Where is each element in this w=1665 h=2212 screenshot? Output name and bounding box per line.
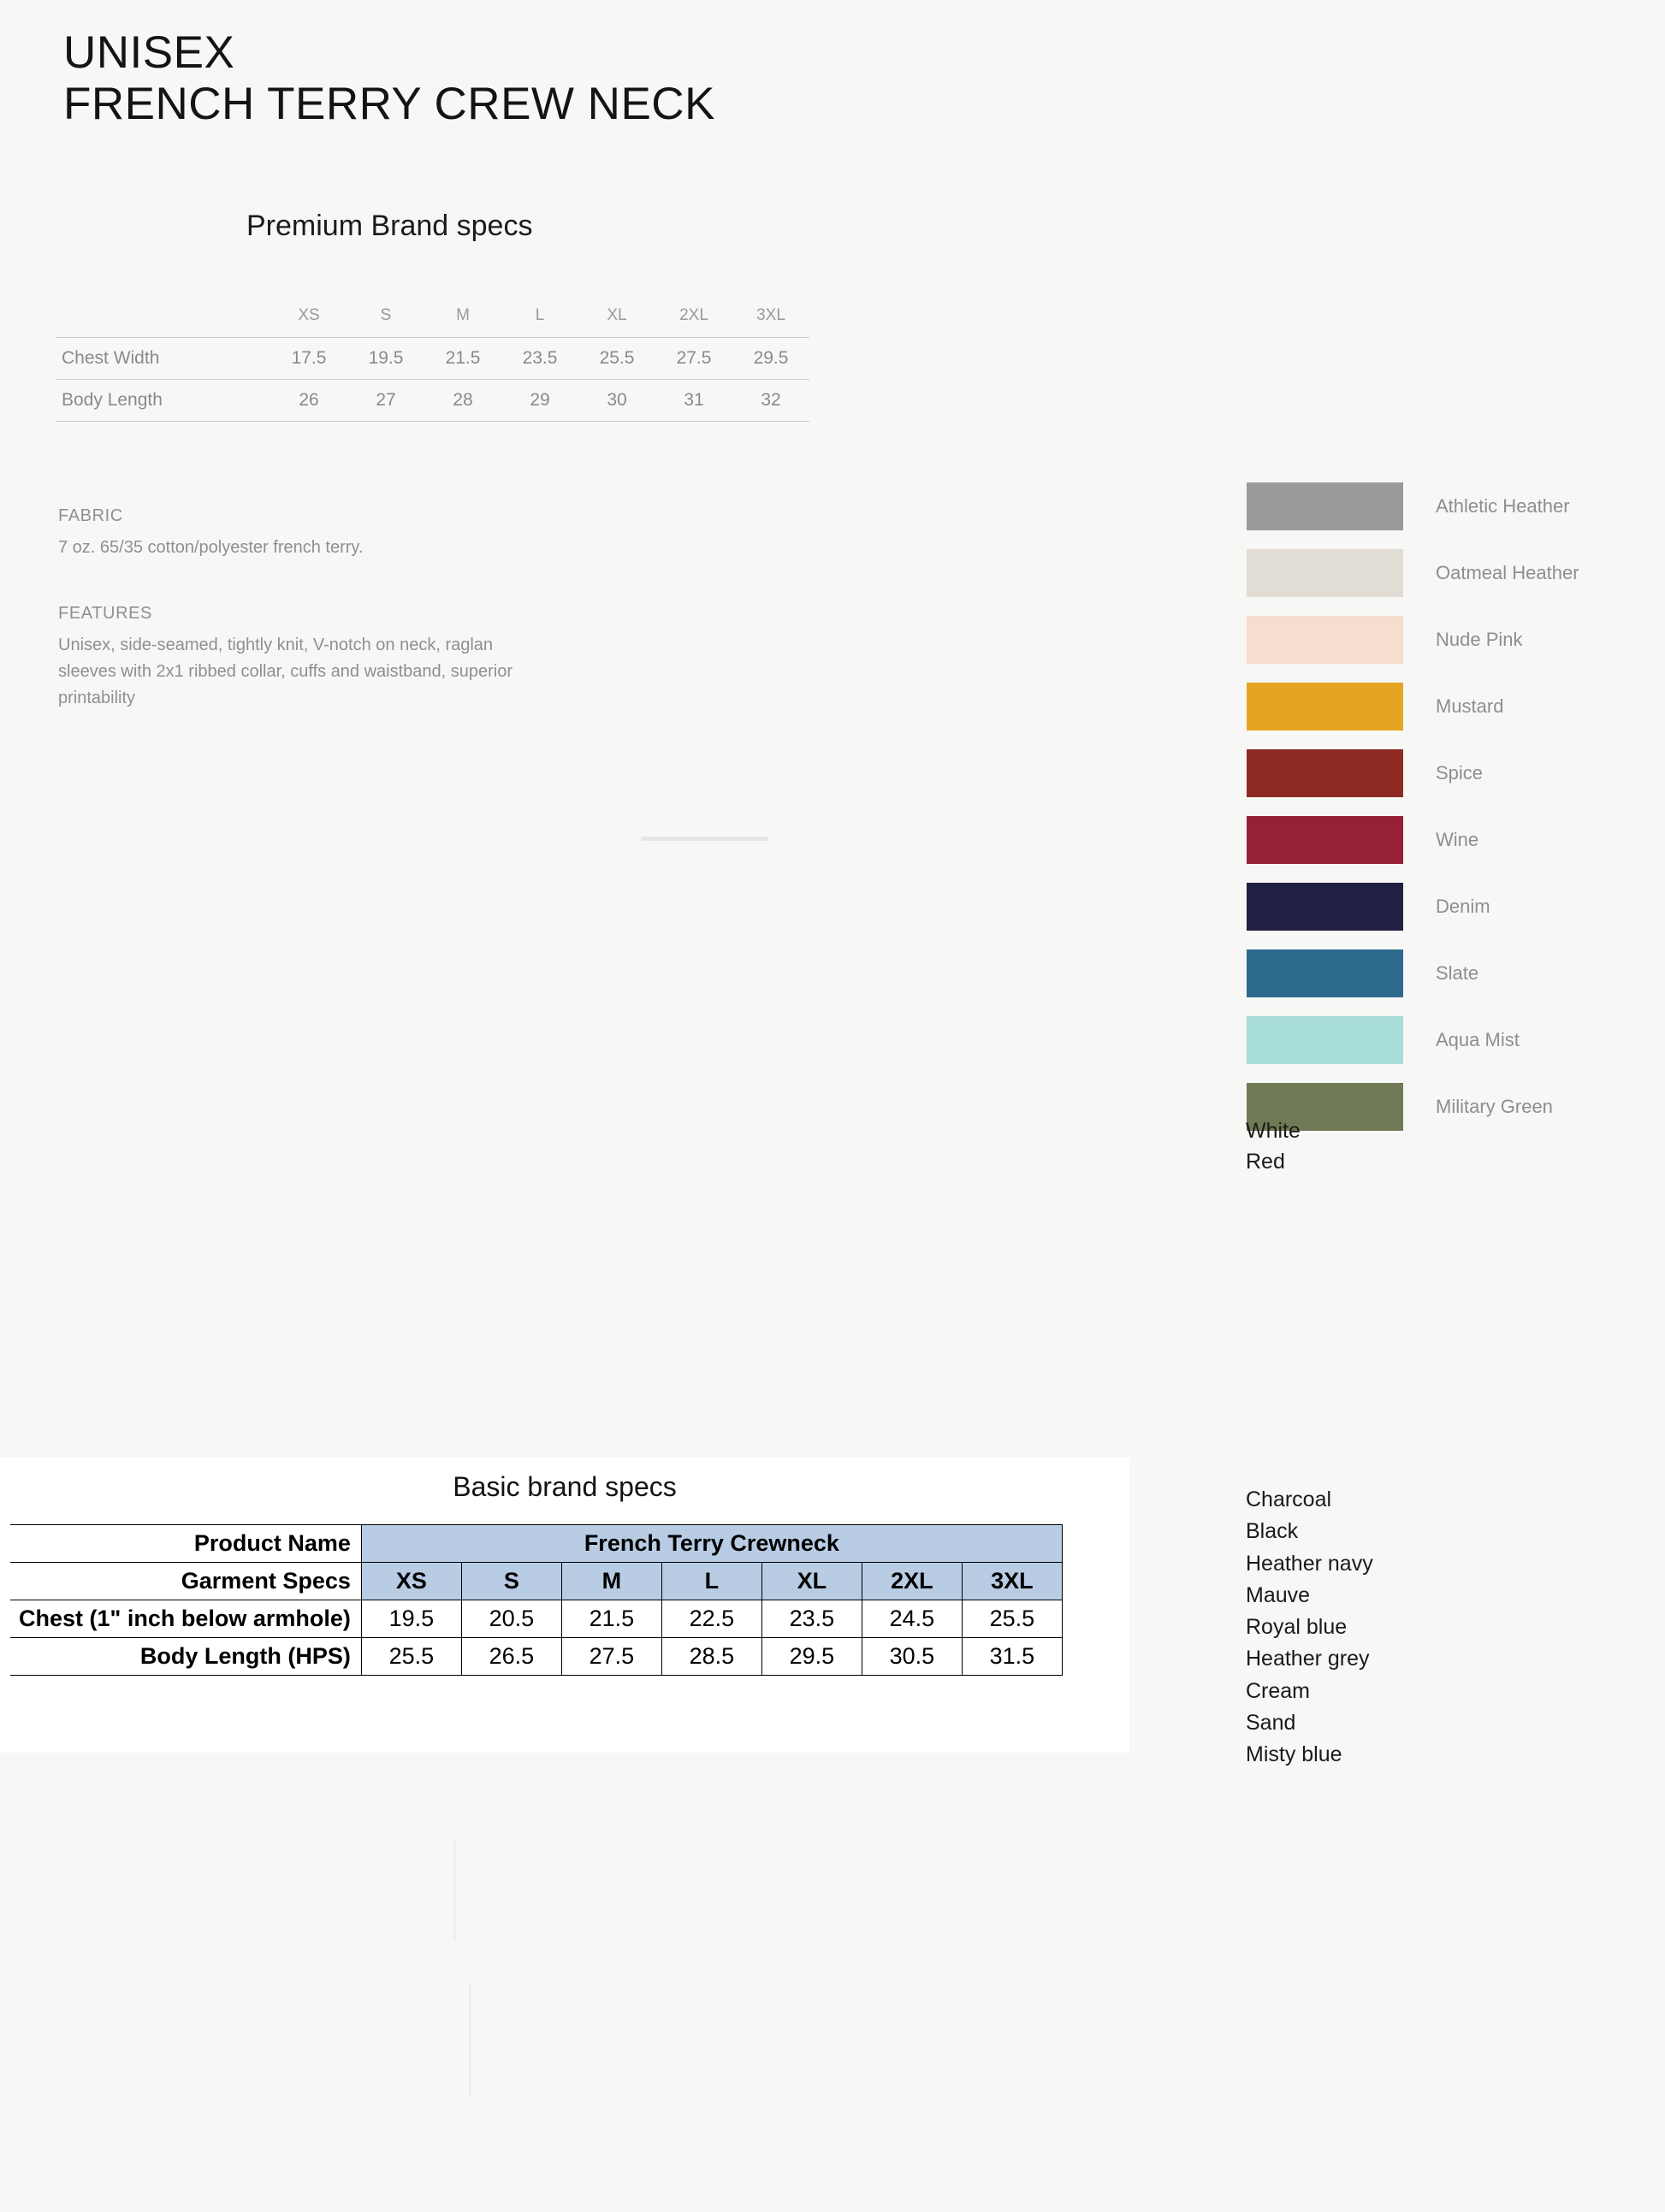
- premium-col-l: L: [535, 306, 545, 324]
- basic-specs-panel: [0, 1458, 1129, 1753]
- basic-chest-3xl: 25.5: [962, 1600, 1062, 1638]
- premium-chest-m: 21.5: [445, 348, 481, 368]
- swatch-chip-oatmeal-heather: [1247, 549, 1403, 597]
- swatch-label: Mustard: [1436, 695, 1504, 717]
- basic-garment-specs-label: Garment Specs: [10, 1563, 361, 1600]
- fabric-block: [58, 503, 606, 561]
- page-title-line-2: FRENCH TERRY CREW NECK: [63, 79, 715, 130]
- basic-product-name-value: French Terry Crewneck: [361, 1525, 1062, 1563]
- premium-row-label-chest: Chest Width: [62, 348, 160, 368]
- basic-length-s: 26.5: [461, 1638, 561, 1676]
- list-item: Cream: [1246, 1678, 1311, 1703]
- basic-specs-heading: Basic brand specs: [453, 1471, 677, 1502]
- basic-length-xl: 29.5: [761, 1638, 862, 1676]
- table-row: [10, 1525, 1062, 1563]
- premium-length-3xl: 32: [761, 390, 781, 410]
- table-row: [56, 338, 809, 380]
- list-item: White: [1246, 1119, 1301, 1143]
- fabric-text: 7 oz. 65/35 cotton/polyester french terry.: [58, 538, 364, 557]
- list-item: [1247, 673, 1579, 740]
- basic-size-xl: XL: [761, 1563, 862, 1600]
- list-item: Red: [1246, 1149, 1285, 1174]
- swatch-label: Wine: [1436, 829, 1479, 850]
- basic-chest-xl: 23.5: [761, 1600, 862, 1638]
- basic-row-label-chest: Chest (1" inch below armhole): [10, 1600, 361, 1638]
- page-title-line-1: UNISEX: [63, 27, 235, 78]
- list-item: [1247, 740, 1579, 807]
- premium-col-xs: XS: [298, 306, 320, 324]
- premium-col-m: M: [456, 306, 470, 324]
- premium-length-s: 27: [376, 390, 396, 410]
- list-item: [1247, 1007, 1579, 1073]
- swatch-chip-aqua-mist: [1247, 1016, 1403, 1064]
- list-item: Misty blue: [1246, 1742, 1342, 1766]
- color-swatch-list: [1247, 473, 1579, 1140]
- swatch-chip-wine: [1247, 816, 1403, 864]
- basic-specs-table: [10, 1524, 1063, 1676]
- premium-specs-heading: Premium Brand specs: [246, 210, 533, 242]
- premium-chest-xs: 17.5: [291, 348, 327, 368]
- list-item: [1247, 940, 1579, 1007]
- basic-size-3xl: 3XL: [962, 1563, 1062, 1600]
- swatch-chip-nude-pink: [1247, 616, 1403, 664]
- table-row: [56, 380, 809, 422]
- list-item: Black: [1246, 1519, 1299, 1544]
- premium-row-label-body-length: Body Length: [62, 390, 163, 410]
- swatch-chip-spice: [1247, 749, 1403, 797]
- basic-chest-l: 22.5: [661, 1600, 761, 1638]
- list-item: [1247, 606, 1579, 673]
- basic-length-xs: 25.5: [361, 1638, 461, 1676]
- basic-size-l: L: [661, 1563, 761, 1600]
- list-item: Heather grey: [1246, 1647, 1370, 1671]
- table-row: [10, 1638, 1062, 1676]
- extra-color-list-bottom: [1246, 1484, 1373, 1771]
- swatch-label: Spice: [1436, 762, 1484, 784]
- premium-length-l: 29: [530, 390, 550, 410]
- list-item: [1247, 807, 1579, 873]
- list-item: Royal blue: [1246, 1615, 1348, 1639]
- basic-length-l: 28.5: [661, 1638, 761, 1676]
- list-item: Sand: [1246, 1710, 1296, 1735]
- premium-chest-l: 23.5: [522, 348, 558, 368]
- premium-col-s: S: [380, 306, 392, 324]
- basic-length-2xl: 30.5: [862, 1638, 962, 1676]
- table-header-row: [10, 1563, 1062, 1600]
- swatch-chip-athletic-heather: [1247, 482, 1403, 530]
- basic-size-s: S: [461, 1563, 561, 1600]
- basic-chest-s: 20.5: [461, 1600, 561, 1638]
- swatch-label: Athletic Heather: [1436, 495, 1570, 517]
- list-item: Heather navy: [1246, 1551, 1373, 1576]
- premium-length-2xl: 31: [684, 390, 704, 410]
- swatch-chip-denim: [1247, 883, 1403, 931]
- faint-divider-mark: [642, 837, 768, 841]
- basic-row-label-body-length: Body Length (HPS): [10, 1638, 361, 1676]
- basic-size-xs: XS: [361, 1563, 461, 1600]
- basic-size-2xl: 2XL: [862, 1563, 962, 1600]
- premium-col-3xl: 3XL: [756, 306, 785, 324]
- swatch-label: Military Green: [1436, 1096, 1553, 1117]
- extra-color-list-top: [1246, 1116, 1301, 1177]
- swatch-label: Denim: [1436, 896, 1490, 917]
- basic-size-m: M: [561, 1563, 661, 1600]
- basic-chest-xs: 19.5: [361, 1600, 461, 1638]
- swatch-label: Nude Pink: [1436, 629, 1523, 650]
- fabric-title: FABRIC: [58, 506, 123, 525]
- premium-chest-3xl: 29.5: [753, 348, 789, 368]
- faint-mark-2: [469, 1984, 471, 2096]
- premium-length-m: 28: [453, 390, 473, 410]
- premium-chest-s: 19.5: [368, 348, 404, 368]
- table-header-row: [56, 298, 809, 338]
- swatch-label: Oatmeal Heather: [1436, 562, 1579, 583]
- list-item: Mauve: [1246, 1582, 1311, 1607]
- table-row: [10, 1600, 1062, 1638]
- basic-length-3xl: 31.5: [962, 1638, 1062, 1676]
- features-text: Unisex, side-seamed, tightly knit, V-notch on neck, raglan sleeves with 2x1 ribbed collar, cuffs and waistband, superior printability: [58, 636, 513, 707]
- list-item: [1247, 473, 1579, 540]
- premium-specs-table: [56, 298, 809, 422]
- list-item: [1247, 540, 1579, 606]
- features-block: [58, 600, 537, 712]
- basic-chest-m: 21.5: [561, 1600, 661, 1638]
- swatch-label: Aqua Mist: [1436, 1029, 1520, 1050]
- premium-col-2xl: 2XL: [679, 306, 708, 324]
- features-title: FEATURES: [58, 604, 152, 623]
- list-item: [1247, 873, 1579, 940]
- premium-header-blank: [56, 298, 270, 338]
- swatch-chip-mustard: [1247, 683, 1403, 730]
- basic-chest-2xl: 24.5: [862, 1600, 962, 1638]
- list-item: Charcoal: [1246, 1487, 1332, 1511]
- page-title: [63, 27, 715, 131]
- premium-col-xl: XL: [607, 306, 627, 324]
- premium-chest-xl: 25.5: [599, 348, 635, 368]
- premium-length-xl: 30: [607, 390, 627, 410]
- premium-chest-2xl: 27.5: [676, 348, 712, 368]
- basic-product-name-label: Product Name: [10, 1525, 361, 1563]
- faint-mark-1: [453, 1839, 456, 1942]
- premium-length-xs: 26: [299, 390, 319, 410]
- swatch-label: Slate: [1436, 962, 1479, 984]
- swatch-chip-slate: [1247, 949, 1403, 997]
- basic-length-m: 27.5: [561, 1638, 661, 1676]
